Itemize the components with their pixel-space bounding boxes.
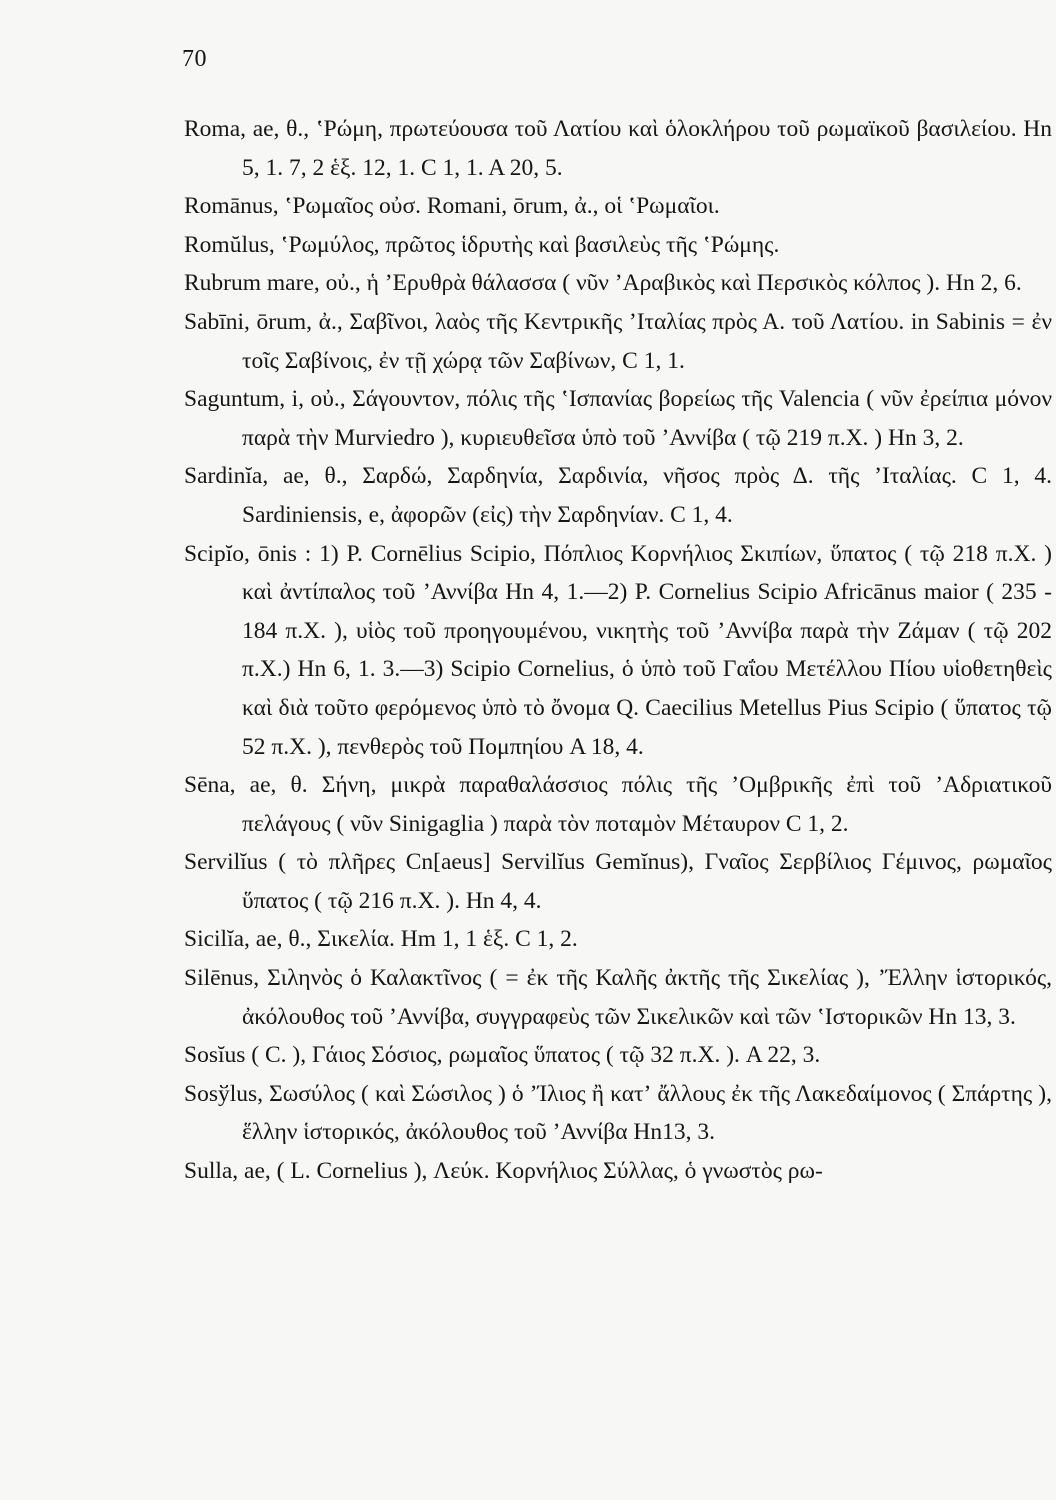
entry-sosylus: Sosўlus, Σωσύλος ( καὶ Σώσιλος ) ὁ ʼΊλιος ἢ κατʼ ἄλλους ἐκ τῆς Λακεδαίμονος ( Σπάρτης ), ἕλλην ἱστορικός, ἀκόλουθος τοῦ ʼΑννίβα Hn13, 3. xyxy=(184,1080,1052,1146)
entry-romulus: Romŭlus, ʽΡωμύλος, πρῶτος ἱδρυτὴς καὶ βασιλεὺς τῆς ʽΡώμης. xyxy=(184,231,780,258)
glossary-entries xyxy=(184,110,1052,1191)
entry-sulla: Sulla, ae, ( L. Cornelius ), Λεύκ. Κορνήλιος Σύλλας, ὁ γνωστὸς ρω- xyxy=(184,1158,823,1185)
entry-saguntum: Saguntum, i, οὐ., Σάγουντον, πόλις τῆς ʽΙσπανίας βορείως τῆς Valencia ( νῦν ἐρείπια μόνον παρὰ τὴν Murviedro ), κυριευθεῖσα ὑπὸ τοῦ ʼΑννίβα ( τῷ 219 π.Χ. ) Hn 3, 2. xyxy=(184,386,1052,451)
entry-rubrum-mare: Rubrum mare, οὐ., ἡ ʼΕρυθρὰ θάλασσα ( νῦν ʼΑραβικὸς καὶ Περσικὸς κόλπος ). Hn 2, 6. xyxy=(184,270,1022,297)
entry-scipio: Scipĭo, ōnis : 1) P. Cornēlius Scipio, Πόπλιος Κορνήλιος Σκιπίων, ὕπατος ( τῷ 218 π.Χ. ) καὶ ἀντίπαλος τοῦ ʼΑννίβα Hn 4, 1.—2) P. Cornelius Scipio Africānus maior ( 235 - 184 π.Χ. ), υἱὸς τοῦ προηγουμένου, νικητὴς τοῦ ʼΑννίβα παρὰ τὴν Ζάμαν ( τῷ 202 π.Χ.) Hn 6, 1. 3.—3) Scipio Cornelius, ὁ ὑπὸ τοῦ Γαΐου Μετέλλου Πίου υἱοθετηθεὶς καὶ διὰ τοῦτο φερόμενος ὑπὸ τὸ ὄνομα Q. Caecilius Metellus Pius Scipio ( ὕπατος τῷ 52 π.Χ. ), πενθερὸς τοῦ Πομπηίου A 18, 4. xyxy=(184,540,1052,760)
entry-sardinia: Sardinĭa, ae, θ., Σαρδώ, Σαρδηνία, Σαρδινία, νῆσος πρὸς Δ. τῆς ʼΙταλίας. C 1, 4. Sardiniensis, e, ἀφορῶν (εἰς) τὴν Σαρδηνίαν. C 1, 4. xyxy=(184,463,1052,528)
entry-sosius: Sosĭus ( C. ), Γάιος Σόσιος, ρωμαῖος ὕπατος ( τῷ 32 π.Χ. ). A 22, 3. xyxy=(184,1042,821,1069)
entry-silenus: Silēnus, Σιληνὸς ὁ Καλακτῖνος ( = ἐκ τῆς Καλῆς ἀκτῆς τῆς Σικελίας ), ʼΈλλην ἱστορικός, ἀκόλουθος τοῦ ʼΑννίβα, συγγραφεὺς τῶν Σικελικῶν καὶ τῶν ʽΙστορικῶν Hn 13, 3. xyxy=(184,965,1052,1030)
entry-servilius: Servilĭus ( τὸ πλῆρες Cn[aeus] Servilĭus Gemĭnus), Γναῖος Σερβίλιος Γέμινος, ρωμαῖος ὕπατος ( τῷ 216 π.Χ. ). Hn 4, 4. xyxy=(184,849,1052,914)
entry-roma: Roma, ae, θ., ʽΡώμη, πρωτεύουσα τοῦ Λατίου καὶ ὁλοκλήρου τοῦ ρωμαϊκοῦ βασιλείου. Hn 5, 1. 7, 2 ἑξ. 12, 1. C 1, 1. A 20, 5. xyxy=(184,116,1052,181)
entry-sicilia: Sicilĭa, ae, θ., Σικελία. Hm 1, 1 ἑξ. C 1, 2. xyxy=(184,926,578,953)
entry-romanus: Romānus, ʽΡωμαῖος οὐσ. Romani, ōrum, ἀ., οἱ ʽΡωμαῖοι. xyxy=(184,193,720,220)
entry-sena: Sēna, ae, θ. Σήνη, μικρὰ παραθαλάσσιος πόλις τῆς ʼΟμβρικῆς ἐπὶ τοῦ ʼΑδριατικοῦ πελάγους ( νῦν Sinigaglia ) παρὰ τὸν ποταμὸν Μέταυρον C 1, 2. xyxy=(184,772,1052,837)
page-number: 70 xyxy=(182,46,207,72)
entry-sabini: Sabīni, ōrum, ἀ., Σαβῖνοι, λαὸς τῆς Κεντρικῆς ʼΙταλίας πρὸς Α. τοῦ Λατίου. in Sabinis = ἐν τοῖς Σαβίνοις, ἐν τῇ χώρᾳ τῶν Σαβίνων, C 1, 1. xyxy=(184,308,1052,374)
